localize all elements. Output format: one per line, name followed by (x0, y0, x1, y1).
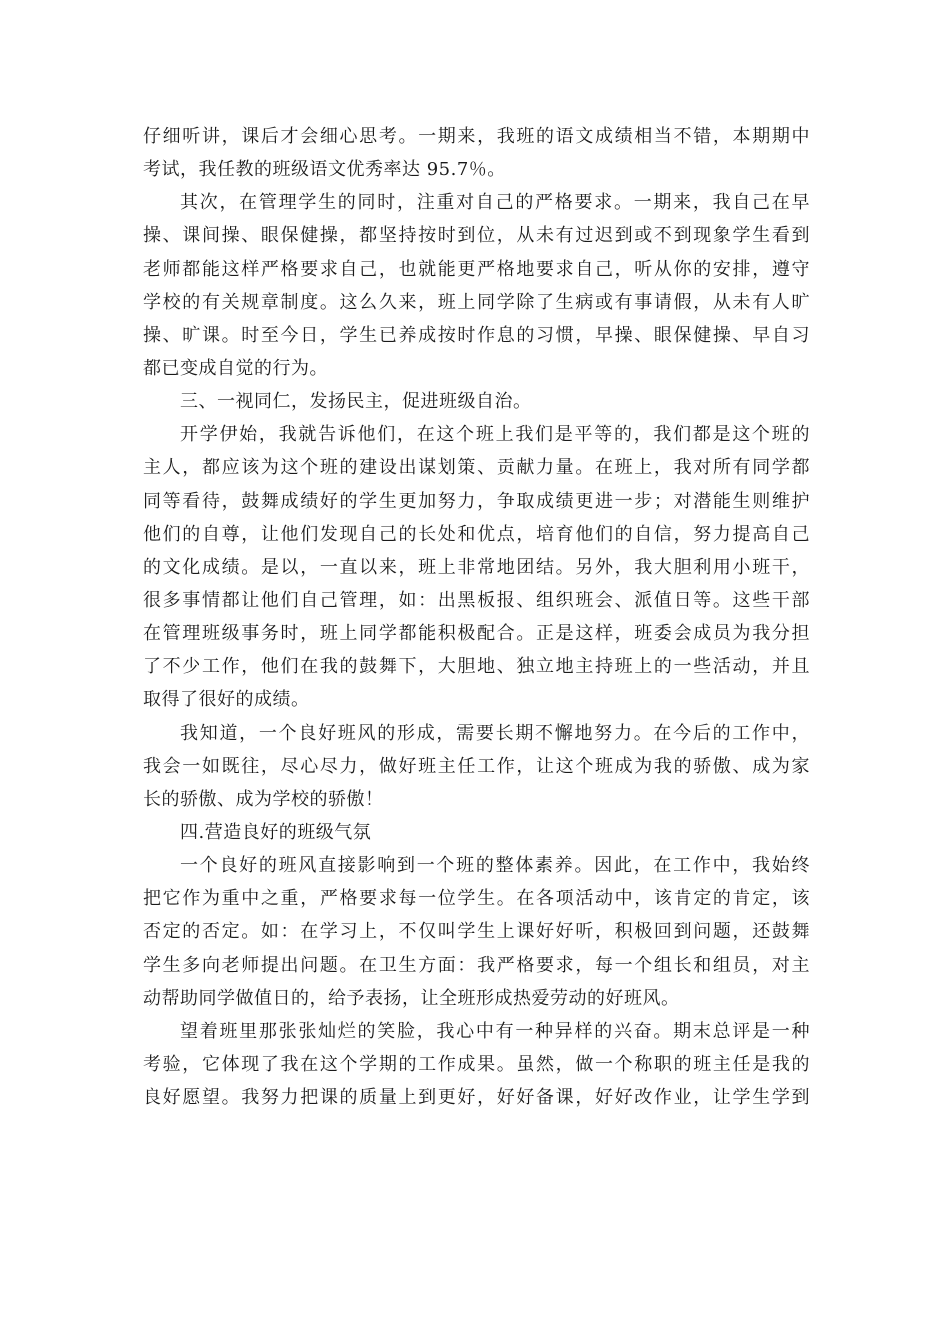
text-line: 在管理班级事务时，班上同学都能积极配合。正是这样，班委会成员为我分担 (143, 623, 810, 645)
text-line: 否定的否定。如：在学习上，不仅叫学生上课好好听，积极回到问题，还鼓舞 (143, 921, 810, 943)
text-line: 操、旷课。时至今日，学生已养成按时作息的习惯，早操、眼保健操、早自习 (143, 324, 810, 346)
document-body (143, 120, 810, 1114)
text-line: 考验，它体现了我在这个学期的工作成果。虽然，做一个称职的班主任是我的 (143, 1053, 810, 1075)
text-line: 考试，我任教的班级语文优秀率达 95.7％。 (143, 159, 506, 181)
text-line: 开学伊始，我就告诉他们，在这个班上我们是平等的，我们都是这个班的 (180, 424, 810, 446)
text-line: 老师都能这样严格要求自己，也就能更严格地要求自己，听从你的安排，遵守 (143, 258, 810, 280)
text-line: 他们的自尊，让他们发现自己的长处和优点，培育他们的自信，努力提高自己 (143, 523, 810, 545)
section-heading: 三、一视同仁，发扬民主，促进班级自治。 (180, 391, 532, 413)
section-heading: 四.营造良好的班级气氛 (180, 821, 372, 843)
text-line: 很多事情都让他们自己管理，如：出黑板报、组织班会、派值日等。这些干部 (143, 589, 810, 611)
text-line: 了不少工作，他们在我的鼓舞下，大胆地、独立地主持班上的一些活动，并且 (143, 656, 810, 678)
text-line: 把它作为重中之重，严格要求每一位学生。在各项活动中，该肯定的肯定，该 (143, 888, 810, 910)
text-line: 长的骄傲、成为学校的骄傲！ (143, 788, 384, 810)
text-line: 我会一如既往，尽心尽力，做好班主任工作，让这个班成为我的骄傲、成为家 (143, 755, 810, 777)
text-line: 其次，在管理学生的同时，注重对自己的严格要求。一期来，我自己在早 (180, 192, 810, 214)
text-line: 动帮助同学做值日的，给予表扬，让全班形成热爱劳动的好班风。 (143, 987, 680, 1009)
text-line: 都已变成自觉的行为。 (143, 357, 328, 379)
text-line: 良好愿望。我努力把课的质量上到更好，好好备课，好好改作业，让学生学到 (143, 1087, 810, 1109)
text-line: 仔细听讲，课后才会细心思考。一期来，我班的语文成绩相当不错，本期期中 (143, 126, 810, 147)
text-line: 的文化成绩。是以，一直以来，班上非常地团结。另外，我大胆利用小班干， (143, 556, 810, 578)
text-line: 同等看待，鼓舞成绩好的学生更加努力，争取成绩更进一步；对潜能生则维护 (143, 490, 810, 512)
text-line: 操、课间操、眼保健操，都坚持按时到位，从未有过迟到或不到现象学生看到 (143, 225, 810, 247)
text-line: 主人，都应该为这个班的建设出谋划策、贡献力量。在班上，我对所有同学都 (143, 457, 810, 479)
text-line: 学生多向老师提出问题。在卫生方面：我严格要求，每一个组长和组员，对主 (143, 954, 810, 976)
text-line: 我知道，一个良好班风的形成，需要长期不懈地努力。在今后的工作中， (180, 722, 810, 744)
text-line: 一个良好的班风直接影响到一个班的整体素养。因此，在工作中，我始终 (180, 855, 810, 877)
text-line: 学校的有关规章制度。这么久来，班上同学除了生病或有事请假，从未有人旷 (143, 291, 810, 313)
text-line: 取得了很好的成绩。 (143, 689, 310, 711)
text-line: 望着班里那张张灿烂的笑脸，我心中有一种异样的兴奋。期末总评是一种 (180, 1020, 810, 1042)
